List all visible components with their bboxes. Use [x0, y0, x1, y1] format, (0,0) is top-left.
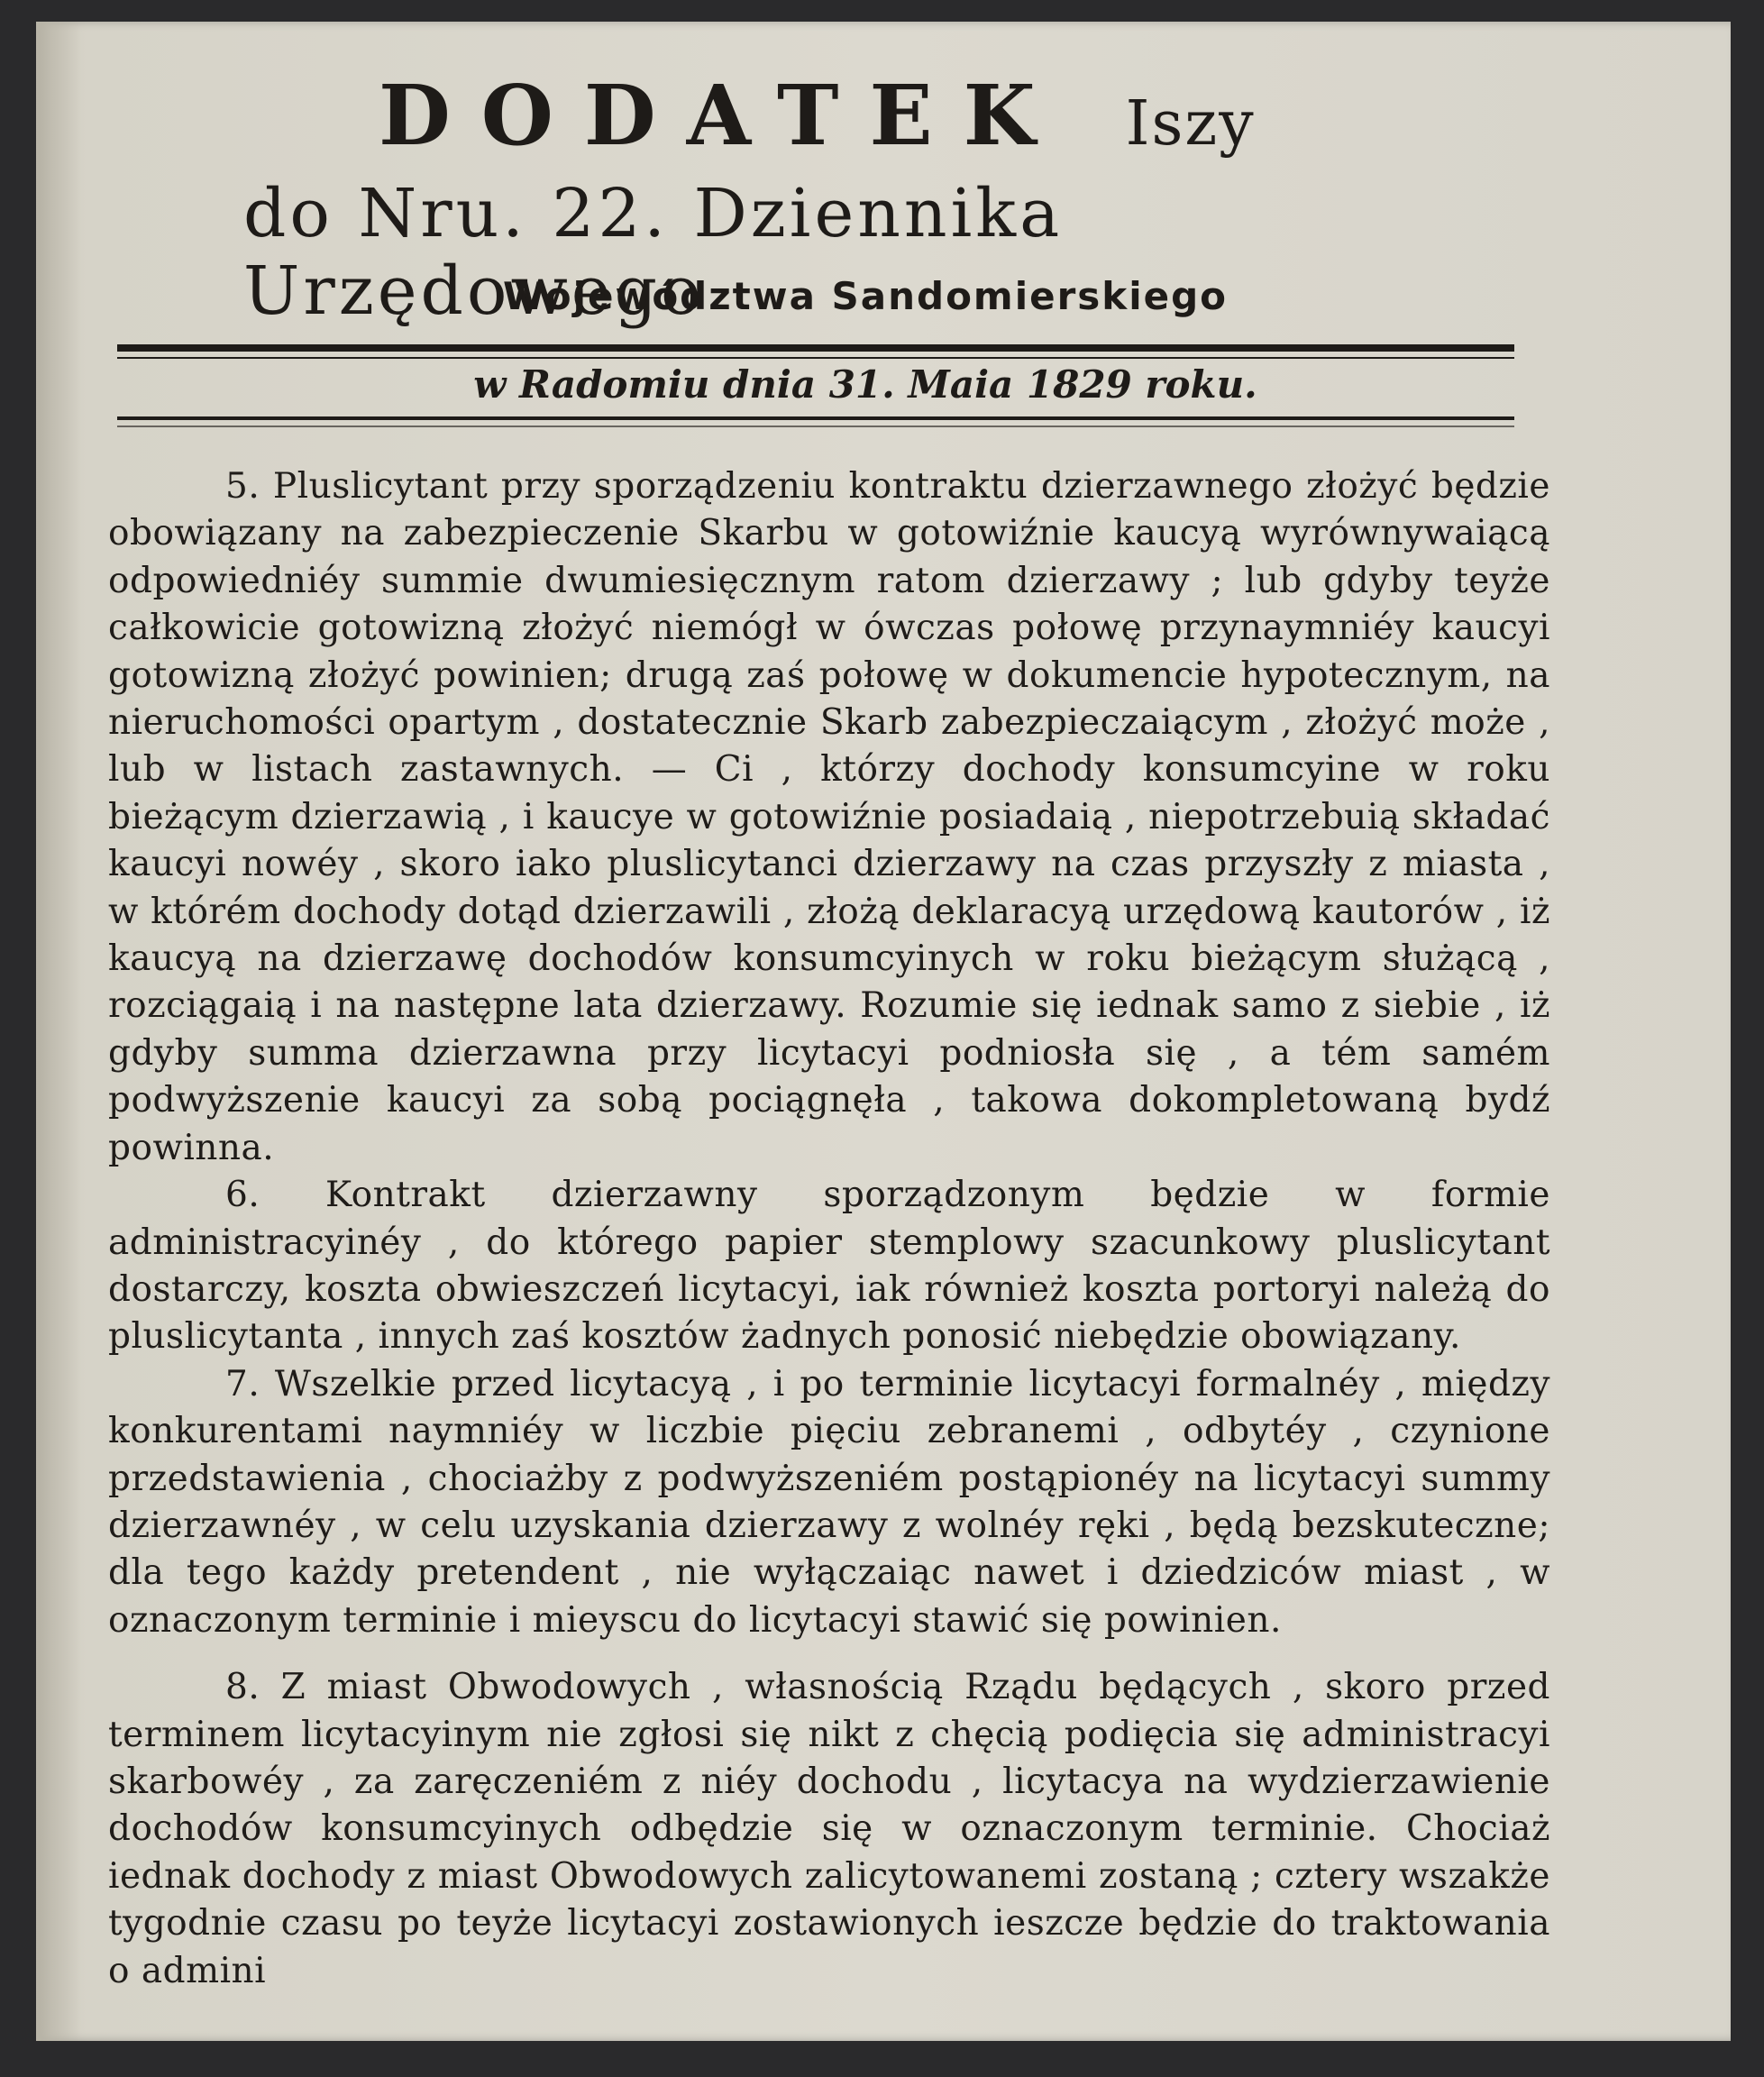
header-rule-bottom-thin	[117, 425, 1514, 427]
dateline: w Radomiu dnia 31. Maia 1829 roku.	[473, 362, 1257, 407]
paragraph-6: 6. Kontrakt dzierzawny sporządzonym będzie w formie administracyinéy , do którego papier stemplowy szacunkowy pluslicytant dostarczy, koszta obwieszczeń licytacyi, iak również koszta portoryi należą do pluslicytanta , innych zaś kosztów żadnych ponosić niebędzie obowiązany.	[108, 1175, 1550, 1358]
paragraph-7: 7. Wszelkie przed licytacyą , i po terminie licytacyi formalnéy , między konkurentami naymniéy w liczbie pięciu zebranemi , odbytéy , czynione przedstawienia , chociażby z podwyższeniém postąpionéy na licytacyi summy dzierzawnéy , w celu uzyskania dzierzawy z wolnéy ręki , będą bezskuteczne; dla tego każdy pretendent , nie wyłączaiąc nawet i dziedziców miast , w oznaczonym terminie i mieyscu do licytacyi stawić się powinien.	[108, 1363, 1550, 1641]
header-rule-top-thin	[117, 357, 1514, 359]
document-subtitle: do Nru. 22. Dziennika Urzędowego	[243, 175, 1064, 330]
paragraph-8: 8. Z miast Obwodowych , własnością Rządu będących , skoro przed terminem licytacyinym nie zgłosi się nikt z chęcią podięcia się administracyi skarbowéy , za zaręczeniém z niéy dochodu , licytacya na wydzierzawienie dochodów konsumcyinych odbędzie się w oznaczonym terminie. Chociaż iednak dochody z miast Obwodowych zalicytowanemi zostaną ; cztery wszakże tygodnie czasu po teyże licytacyi zostawionych ieszcze będzie do traktowania o admini	[108, 1667, 1550, 1991]
document-body	[108, 463, 1550, 1995]
document-page	[36, 22, 1731, 2041]
header-rule-bottom	[117, 416, 1514, 420]
document-title	[379, 67, 1370, 164]
document-region: Województwa Sandomierskiego	[502, 274, 1229, 318]
title-suffix: Iszy	[1125, 88, 1256, 160]
paragraph-5: 5. Pluslicytant przy sporządzeniu kontraktu dzierzawnego złożyć będzie obowiązany na zabezpieczenie Skarbu w gotowiźnie kaucyą wyrównywaiącą odpowiedniéy summie dwumiesięcznym ratom dzierzawy ; lub gdyby teyże całkowicie gotowizną złożyć niemógł w ówczas połowę przynaymniéy kaucyi gotowizną złożyć powinien; drugą zaś połowę w dokumencie hypotecznym, na nieruchomości opartym , dostatecznie Skarb zabezpieczaiącym , złożyć może , lub w listach zastawnych. — Ci , którzy dochody konsumcyine w roku bieżącym dzierzawią , i kaucye w gotowiźnie posiadaią , niepotrzebuią składać kaucyi nowéy , skoro iako pluslicytanci dzierzawy na czas przyszły z miasta , w którém dochody dotąd dzierzawili , złożą deklaracyą urzędową kautorów , iż kaucyą na dzierzawę dochodów konsumcyinych w roku bieżącym służącą , rozciągaią i na następne lata dzierzawy. Rozumie się iednak samo z siebie , iż gdyby summa dzierzawna przy licytacyi podniosła się , a tém samém podwyższenie kaucyi za sobą pociągnęła , takowa dokompletowaną bydź powinna.	[108, 466, 1550, 1168]
header-rule-top	[117, 344, 1514, 352]
title-main: DODATEK	[379, 67, 1066, 164]
